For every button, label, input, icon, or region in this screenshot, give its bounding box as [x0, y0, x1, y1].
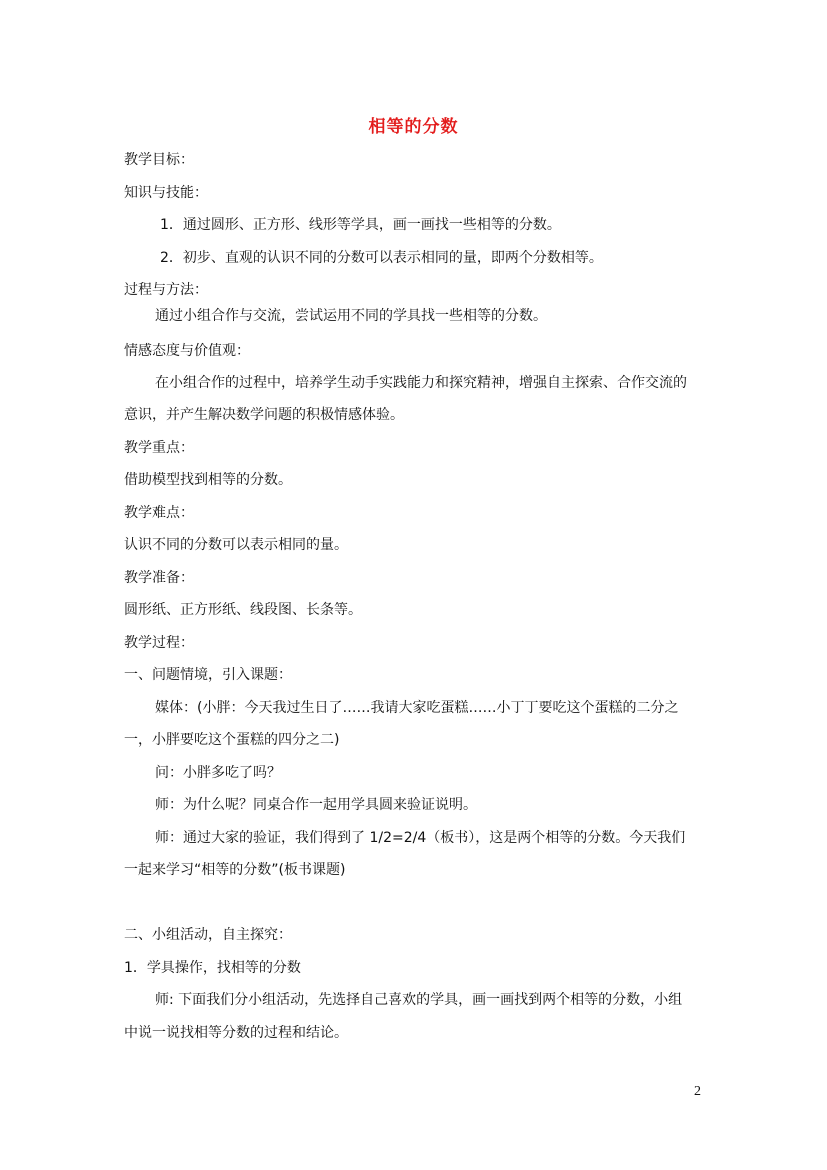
text-line: 借助模型找到相等的分数。 — [124, 472, 292, 488]
page-number: 2 — [694, 1084, 701, 1099]
document-title: 相等的分数 — [368, 117, 459, 137]
text-line: 一，小胖要吃这个蛋糕的四分之二) — [124, 732, 340, 748]
text-line: 圆形纸、正方形纸、线段图、长条等。 — [124, 602, 362, 618]
text-line: 中说一说找相等分数的过程和结论。 — [124, 1025, 348, 1041]
text-line: 教学准备： — [124, 570, 194, 586]
text-line: 2．初步、直观的认识不同的分数可以表示相同的量，即两个分数相等。 — [160, 250, 603, 266]
text-line: 二、小组活动，自主探究： — [124, 927, 292, 943]
text-line: 通过小组合作与交流，尝试运用不同的学具找一些相等的分数。 — [155, 308, 547, 324]
text-line: 1．通过圆形、正方形、线形等学具，画一画找一些相等的分数。 — [160, 217, 561, 233]
text-line: 教学过程： — [124, 635, 194, 651]
text-line: 在小组合作的过程中，培养学生动手实践能力和探究精神，增强自主探索、合作交流的 — [155, 375, 687, 391]
text-line: 师：通过大家的验证，我们得到了 1/2=2/4（板书），这是两个相等的分数。今天我们 — [155, 830, 686, 846]
text-line: 情感态度与价值观： — [124, 343, 250, 359]
text-line: 问：小胖多吃了吗？ — [155, 765, 281, 781]
text-line: 师: 下面我们分小组活动，先选择自己喜欢的学具，画一画找到两个相等的分数，小组 — [155, 992, 683, 1008]
text-line: 过程与方法： — [124, 282, 208, 298]
text-line: 意识，并产生解决数学问题的积极情感体验。 — [124, 407, 404, 423]
text-line: 1．学具操作，找相等的分数 — [124, 960, 301, 976]
text-line: 知识与技能： — [124, 185, 208, 201]
text-line: 媒体：(小胖：今天我过生日了……我请大家吃蛋糕……小丁丁要吃这个蛋糕的二分之 — [155, 700, 679, 716]
text-line: 一、问题情境，引入课题： — [124, 667, 292, 683]
text-line: 一起来学习“相等的分数”(板书课题) — [124, 862, 346, 878]
text-line: 教学重点： — [124, 440, 194, 456]
text-line: 认识不同的分数可以表示相同的量。 — [124, 537, 348, 553]
text-line: 师：为什么呢？同桌合作一起用学具圆来验证说明。 — [155, 797, 477, 813]
text-line: 教学目标： — [124, 152, 194, 168]
text-line: 教学难点： — [124, 505, 194, 521]
